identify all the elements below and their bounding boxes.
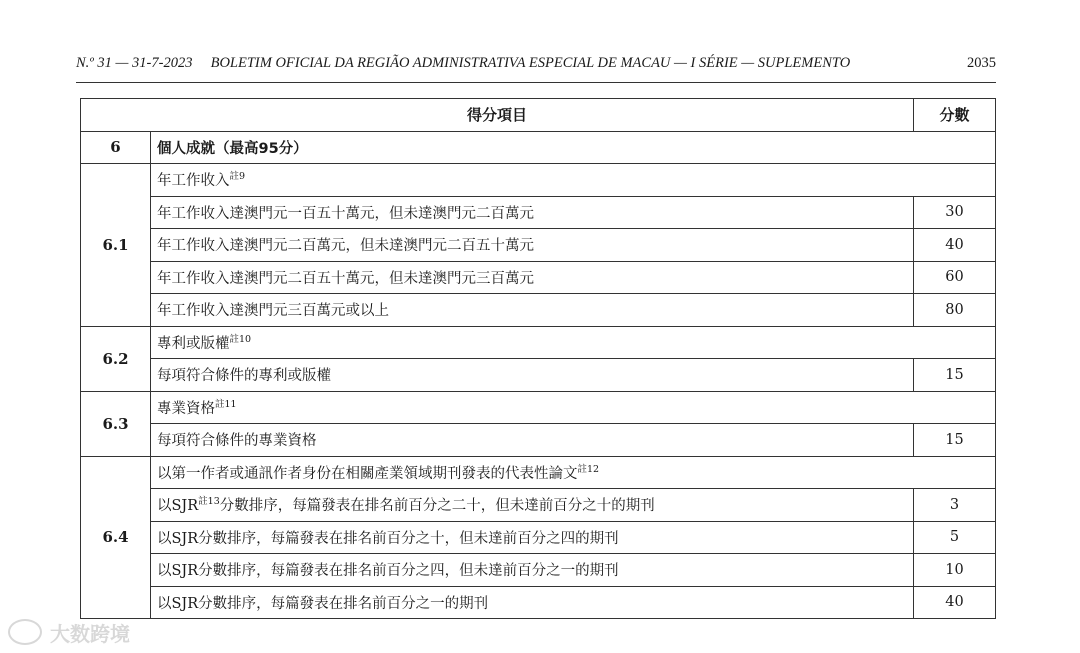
- table-row: [81, 196, 996, 229]
- group-heading-text: 以第一作者或通訊作者身份在相關產業領域期刊發表的代表性論文: [157, 465, 578, 482]
- item-score: 5: [914, 521, 996, 554]
- item-score: 3: [914, 489, 996, 522]
- table-row: [81, 261, 996, 294]
- group-heading: [151, 456, 996, 489]
- header-rule: [76, 82, 996, 83]
- group-code: 6.1: [81, 164, 151, 327]
- scoring-table: [80, 98, 996, 619]
- item-score: 30: [914, 196, 996, 229]
- group-heading-text: 專業資格: [157, 400, 215, 417]
- item-label: [151, 489, 914, 522]
- item-label: 以SJR分數排序，每篇發表在排名前百分之一的期刊: [151, 586, 914, 619]
- table-row: [81, 521, 996, 554]
- group-heading-text: 專利或版權: [157, 335, 230, 352]
- table-row: [81, 586, 996, 619]
- group-heading-row: [81, 456, 996, 489]
- item-label: 以SJR分數排序，每篇發表在排名前百分之十，但未達前百分之四的期刊: [151, 521, 914, 554]
- item-label: 年工作收入達澳門元二百萬元，但未達澳門元二百五十萬元: [151, 229, 914, 262]
- group-code: 6.2: [81, 326, 151, 391]
- table-row: [81, 554, 996, 587]
- item-label: 每項符合條件的專業資格: [151, 424, 914, 457]
- item-label: 年工作收入達澳門元三百萬元或以上: [151, 294, 914, 327]
- item-score: 15: [914, 424, 996, 457]
- group-code: 6.3: [81, 391, 151, 456]
- col-header-score: 分數: [914, 99, 996, 132]
- footnote-ref: 註11: [215, 398, 237, 410]
- table-header-row: [81, 99, 996, 132]
- item-label: 以SJR分數排序，每篇發表在排名前百分之四，但未達前百分之一的期刊: [151, 554, 914, 587]
- col-header-item: 得分項目: [81, 99, 914, 132]
- publication-title: N.º 31 — 31-7-2023 BOLETIM OFICIAL DA REGIÃO ADMINISTRATIVA ESPECIAL DE MACAU — I SÉRIE — SUPLEMENTO: [76, 55, 851, 71]
- footnote-ref: 註10: [229, 333, 252, 345]
- group-code: 6.4: [81, 456, 151, 619]
- section-title: 個人成就（最高95分）: [151, 131, 996, 164]
- footnote-ref: 註9: [229, 171, 246, 183]
- item-label: 每項符合條件的專利或版權: [151, 359, 914, 392]
- item-score: 10: [914, 554, 996, 587]
- watermark-text: 大数跨境: [50, 621, 130, 646]
- item-label-part: 分數排序，每篇發表在排名前百分之二十，但未達前百分之十的期刊: [219, 498, 655, 515]
- watermark: [8, 617, 130, 647]
- group-heading-text: 年工作收入: [157, 173, 230, 190]
- section-code: 6: [81, 131, 151, 164]
- page-number: 2035: [967, 55, 996, 71]
- group-heading-row: [81, 326, 996, 359]
- group-heading: [151, 391, 996, 424]
- section-row: [81, 131, 996, 164]
- table-row: [81, 229, 996, 262]
- item-score: 40: [914, 586, 996, 619]
- item-label: 年工作收入達澳門元二百五十萬元，但未達澳門元三百萬元: [151, 261, 914, 294]
- item-label-part: 以SJR: [157, 498, 199, 515]
- item-score: 40: [914, 229, 996, 262]
- table-row: [81, 424, 996, 457]
- brand-logo-icon: [8, 619, 42, 645]
- item-score: 15: [914, 359, 996, 392]
- group-heading-row: [81, 391, 996, 424]
- page-header: [76, 55, 996, 75]
- item-label: 年工作收入達澳門元一百五十萬元，但未達澳門元二百萬元: [151, 196, 914, 229]
- table-row: [81, 359, 996, 392]
- group-heading: [151, 164, 996, 197]
- table-row: [81, 294, 996, 327]
- item-score: 60: [914, 261, 996, 294]
- item-score: 80: [914, 294, 996, 327]
- group-heading: [151, 326, 996, 359]
- table-row: [81, 489, 996, 522]
- group-heading-row: [81, 164, 996, 197]
- footnote-ref: 註12: [577, 463, 600, 475]
- footnote-ref: 註13: [198, 496, 220, 508]
